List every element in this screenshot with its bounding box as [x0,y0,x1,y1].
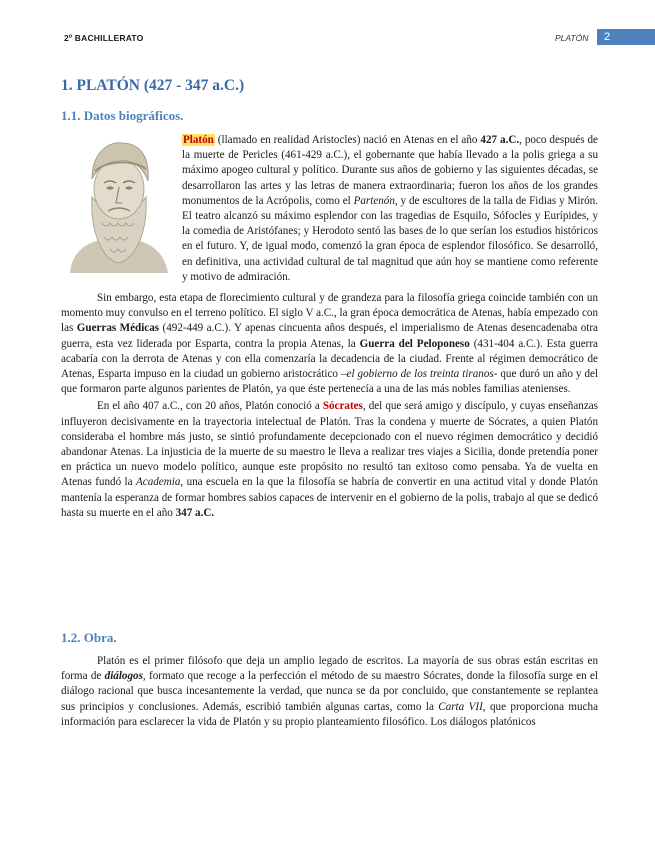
work-text [61,654,598,730]
biography-text [61,133,598,521]
paragraph-political-context: Sin embargo, esta etapa de florecimiento cultural y de grandeza para la filosofía griega coincide también con un momento muy convulso en el terreno político. El siglo V a.C., la gran época democrática de Atenas, había empezado con las Guerras Médicas (492-449 a.C.). Y apenas cincuenta años después, el imperialismo de Atenas desencadenaba otra guerra, esta vez liderada por Esparta, contra la propia Atenas, la Guerra del Peloponeso (431-404 a.C.). Esta guerra acabaría con la derrota de Atenas y con ella comenzaría la decadencia de la ciudad. Frente al régimen democrático de Atenas, Esparta impuso en la ciudad un gobierno aristocrático –el gobierno de los treinta tiranos- que duró un año y del que formaron parte algunos parientes de Platón, ya que éste pertenecía a una de las más nobles familias atenienses. [61,292,598,396]
paragraph-socrates: En el año 407 a.C., con 20 años, Platón conoció a Sócrates, del que será amigo y discípulo, y cuyas enseñanzas influyeron decisivamente en la trayectoria intelectual de Platón. Tras la condena y muerte de Sócrates, a quien Platón consideraba el hombre más justo, se sintió profundamente decepcionado con el nuevo régimen democrático y decidió abandonar Atenas. La injusticia de la muerte de su maestro le lleva a realizar tres viajes a Sicilia, donde pretendía poner en práctica un nuevo modelo político, aunque este propósito no resultó tan exitoso como pensaba. Ya de vuelta en Atenas fundó la Academia, una escuela en la que la filosofía se habría de convertir en una actitud vital y donde Platón mantenía la esperanza de formar hombres sabios capaces de intervenir en el gobierno de la polis, trabajo al que se dedicó hasta su muerte en el año 347 a.C. [61,400,599,519]
section-title: 1. PLATÓN (427 - 347 a.C.) [61,77,245,94]
paragraph-birth: Platón (llamado en realidad Aristocles) nació en Atenas en el año 427 a.C., poco después de la muerte de Pericles (461-429 a.C.), el gobernante que había llevado a la polis griega a su máximo apogeo cultural y político. Durante sus años de gobierno y las siguientes décadas, se desarrollaron las artes y las letras de manera extraordinaria; fueron los años de los grandes monumentos de la Acrópolis, como el Partenón, y de escultores de la talla de Fidias y Mirón. El teatro alcanzó su máximo esplendor con las tragedias de Esquilo, Sófocles y Eurípides, y la comedia de Aristófanes; y Herodoto sentó las bases de lo que serían los estudios históricos en el futuro. Y, de igual modo, comenzó la gran época de esplendor filosófico. Se desarrolló, en definitiva, una actividad cultural de tal magnitud que aún hoy se mantiene como referente y motivo de admiración. [182,134,599,283]
page-number-badge: 2 [597,29,655,45]
highlight-plato: Platón [183,134,214,146]
subsection-title-biography: 1.1. Datos biográficos. [61,108,184,123]
birth-year: 427 a.C. [480,134,520,146]
guerras-medicas: Guerras Médicas [76,322,160,335]
death-year: 347 a.C. [175,506,215,519]
paragraph-work: Platón es el primer filósofo que deja un amplio legado de escritos. La mayoría de sus obras están escritas en forma de diálogos, formato que recoge a la perfección el método de su maestro Sócrates, donde la filosofía surge en el diálogo racional que busca incesantemente la verdad, que nunca se da por concluido, que constantemente se replantea sus principios y conclusiones. Además, escribió también algunas cartas, como la Carta VII, que proporciona mucha información para esclarecer la vida de Platón y su propio planteamiento filosófico. Los diálogos platónicos [61,655,598,728]
subsection-title-work: 1.2. Obra. [61,630,117,645]
guerra-peloponeso: Guerra del Peloponeso [359,337,470,350]
highlight-socrates: Sócrates [322,400,363,413]
header-course: 2º BACHILLERATO [64,33,144,43]
header-topic: PLATÓN [555,33,589,43]
dialogos-term: diálogos [104,670,143,683]
